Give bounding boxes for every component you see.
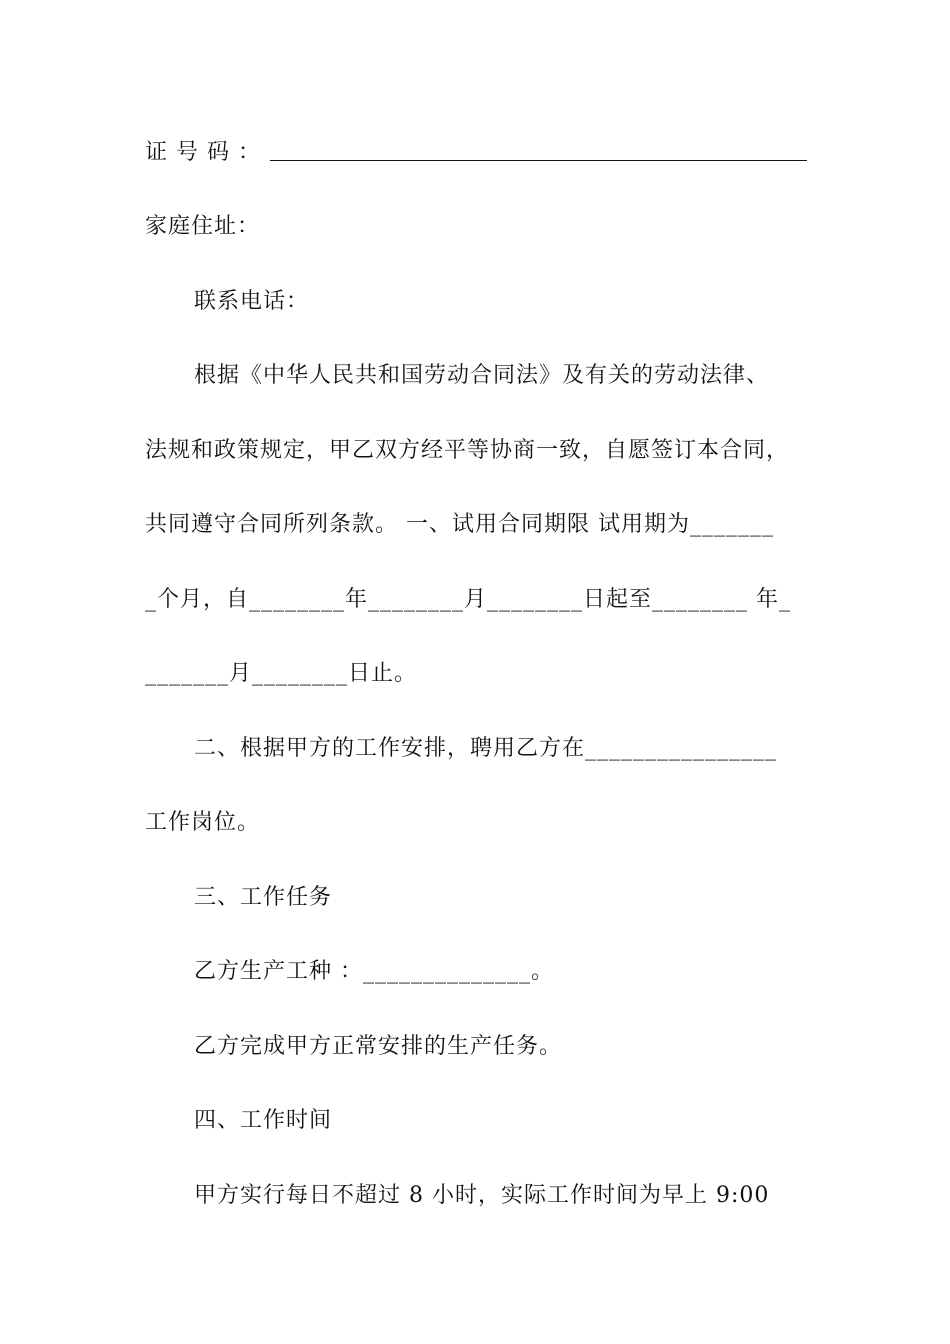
section-two-line: 二、根据甲方的工作安排，聘用乙方在________________ bbox=[194, 736, 778, 761]
paragraph-line: 法规和政策规定，甲乙双方经平等协商一致，自愿签订本合同， bbox=[145, 438, 790, 463]
paragraph-line: _个月，自________年________月________日起至________ 年_ bbox=[145, 587, 791, 612]
id-number-blank-line bbox=[270, 160, 807, 161]
paragraph-line: _______月________日止。 bbox=[145, 661, 418, 686]
section-heading: 三、工作任务 bbox=[194, 885, 333, 910]
section-two-line: 工作岗位。 bbox=[145, 810, 261, 835]
paragraph-line: 共同遵守合同所列条款。 一、试用合同期限 试用期为_______ bbox=[145, 512, 774, 537]
work-type-line: 乙方生产工种 ：______________。 bbox=[194, 959, 554, 984]
task-line: 乙方完成甲方正常安排的生产任务。 bbox=[194, 1034, 563, 1059]
section-heading: 四、工作时间 bbox=[194, 1108, 333, 1133]
contact-phone-label: 联系电话： bbox=[194, 289, 310, 314]
id-number-label: 证号码： bbox=[145, 140, 270, 165]
paragraph-line: 根据《中华人民共和国劳动合同法》及有关的劳动法律、 bbox=[194, 363, 770, 388]
work-time-line: 甲方实行每日不超过 8 小时，实际工作时间为早上 9:00 bbox=[194, 1183, 770, 1208]
home-address-label: 家庭住址： bbox=[145, 214, 261, 239]
